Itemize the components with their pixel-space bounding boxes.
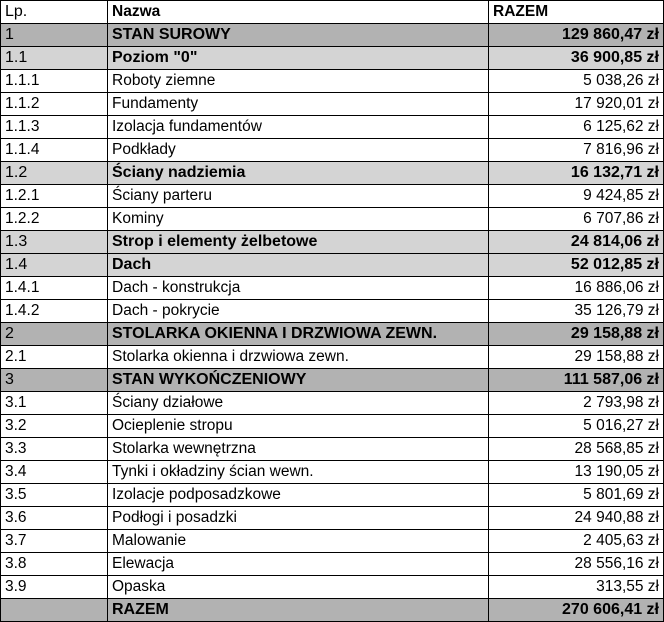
row-value: 13 190,05 zł — [489, 461, 664, 484]
row-value: 313,55 zł — [489, 576, 664, 599]
row-name: Izolacje podposadzkowe — [108, 484, 489, 507]
row-name: Izolacja fundamentów — [108, 116, 489, 139]
header-lp: Lp. — [1, 1, 108, 24]
item-row — [1, 530, 664, 553]
row-lp: 3.6 — [1, 507, 108, 530]
row-lp: 3.7 — [1, 530, 108, 553]
row-lp: 1.4.2 — [1, 300, 108, 323]
row-name: Dach - konstrukcja — [108, 277, 489, 300]
row-value: 29 158,88 zł — [489, 346, 664, 369]
item-row — [1, 93, 664, 116]
row-value: 5 038,26 zł — [489, 70, 664, 93]
row-name: Fundamenty — [108, 93, 489, 116]
row-value: 17 920,01 zł — [489, 93, 664, 116]
item-row — [1, 461, 664, 484]
item-row — [1, 576, 664, 599]
row-name: Dach — [108, 254, 489, 277]
row-name: Roboty ziemne — [108, 70, 489, 93]
row-name: Ocieplenie stropu — [108, 415, 489, 438]
row-value: 36 900,85 zł — [489, 47, 664, 70]
row-lp: 3.8 — [1, 553, 108, 576]
row-lp: 1.1 — [1, 47, 108, 70]
row-lp: 3.5 — [1, 484, 108, 507]
item-row — [1, 208, 664, 231]
row-name: Strop i elementy żelbetowe — [108, 231, 489, 254]
row-lp: 3.1 — [1, 392, 108, 415]
row-name: Poziom "0" — [108, 47, 489, 70]
row-value: 5 016,27 zł — [489, 415, 664, 438]
section-row — [1, 369, 664, 392]
total-row — [1, 599, 664, 622]
item-row — [1, 139, 664, 162]
row-name: Elewacja — [108, 553, 489, 576]
section-row — [1, 24, 664, 47]
row-lp: 3.9 — [1, 576, 108, 599]
subsection-row — [1, 231, 664, 254]
item-row — [1, 185, 664, 208]
item-row — [1, 484, 664, 507]
table-header-row — [1, 1, 664, 24]
row-name: Stolarka wewnętrzna — [108, 438, 489, 461]
total-value: 270 606,41 zł — [489, 599, 664, 622]
item-row — [1, 438, 664, 461]
row-lp: 2 — [1, 323, 108, 346]
row-lp: 1.2 — [1, 162, 108, 185]
section-row — [1, 323, 664, 346]
total-label: RAZEM — [108, 599, 489, 622]
row-value: 2 793,98 zł — [489, 392, 664, 415]
item-row — [1, 116, 664, 139]
header-name: Nazwa — [108, 1, 489, 24]
subsection-row — [1, 254, 664, 277]
row-value: 6 125,62 zł — [489, 116, 664, 139]
row-lp: 1.1.4 — [1, 139, 108, 162]
row-value: 24 940,88 zł — [489, 507, 664, 530]
item-row — [1, 277, 664, 300]
row-name: Malowanie — [108, 530, 489, 553]
row-value: 24 814,06 zł — [489, 231, 664, 254]
row-lp: 3.4 — [1, 461, 108, 484]
row-lp: 1 — [1, 24, 108, 47]
row-name: Ściany nadziemia — [108, 162, 489, 185]
row-name: STOLARKA OKIENNA I DRZWIOWA ZEWN. — [108, 323, 489, 346]
row-value: 5 801,69 zł — [489, 484, 664, 507]
row-name: Ściany działowe — [108, 392, 489, 415]
row-lp: 1.1.2 — [1, 93, 108, 116]
row-name: Opaska — [108, 576, 489, 599]
row-name: STAN SUROWY — [108, 24, 489, 47]
item-row — [1, 507, 664, 530]
item-row — [1, 346, 664, 369]
subsection-row — [1, 47, 664, 70]
row-lp: 1.2.2 — [1, 208, 108, 231]
row-name: Dach - pokrycie — [108, 300, 489, 323]
row-lp: 1.1.1 — [1, 70, 108, 93]
row-name: STAN WYKOŃCZENIOWY — [108, 369, 489, 392]
row-value: 28 568,85 zł — [489, 438, 664, 461]
row-lp: 3.2 — [1, 415, 108, 438]
row-value: 16 886,06 zł — [489, 277, 664, 300]
row-value: 9 424,85 zł — [489, 185, 664, 208]
row-name: Tynki i okładziny ścian wewn. — [108, 461, 489, 484]
subsection-row — [1, 162, 664, 185]
row-value: 111 587,06 zł — [489, 369, 664, 392]
total-lp — [1, 599, 108, 622]
row-value: 6 707,86 zł — [489, 208, 664, 231]
row-name: Ściany parteru — [108, 185, 489, 208]
cost-estimate-body — [1, 1, 664, 622]
row-lp: 1.4 — [1, 254, 108, 277]
row-value: 16 132,71 zł — [489, 162, 664, 185]
row-value: 29 158,88 zł — [489, 323, 664, 346]
row-value: 129 860,47 zł — [489, 24, 664, 47]
row-lp: 3 — [1, 369, 108, 392]
header-value: RAZEM — [489, 1, 664, 24]
row-lp: 1.4.1 — [1, 277, 108, 300]
row-lp: 1.1.3 — [1, 116, 108, 139]
item-row — [1, 392, 664, 415]
row-lp: 2.1 — [1, 346, 108, 369]
row-lp: 1.2.1 — [1, 185, 108, 208]
row-value: 35 126,79 zł — [489, 300, 664, 323]
item-row — [1, 553, 664, 576]
row-value: 7 816,96 zł — [489, 139, 664, 162]
row-lp: 3.3 — [1, 438, 108, 461]
row-value: 28 556,16 zł — [489, 553, 664, 576]
row-lp: 1.3 — [1, 231, 108, 254]
row-name: Podłogi i posadzki — [108, 507, 489, 530]
row-name: Stolarka okienna i drzwiowa zewn. — [108, 346, 489, 369]
row-name: Kominy — [108, 208, 489, 231]
row-name: Podkłady — [108, 139, 489, 162]
item-row — [1, 70, 664, 93]
item-row — [1, 415, 664, 438]
row-value: 2 405,63 zł — [489, 530, 664, 553]
item-row — [1, 300, 664, 323]
row-value: 52 012,85 zł — [489, 254, 664, 277]
